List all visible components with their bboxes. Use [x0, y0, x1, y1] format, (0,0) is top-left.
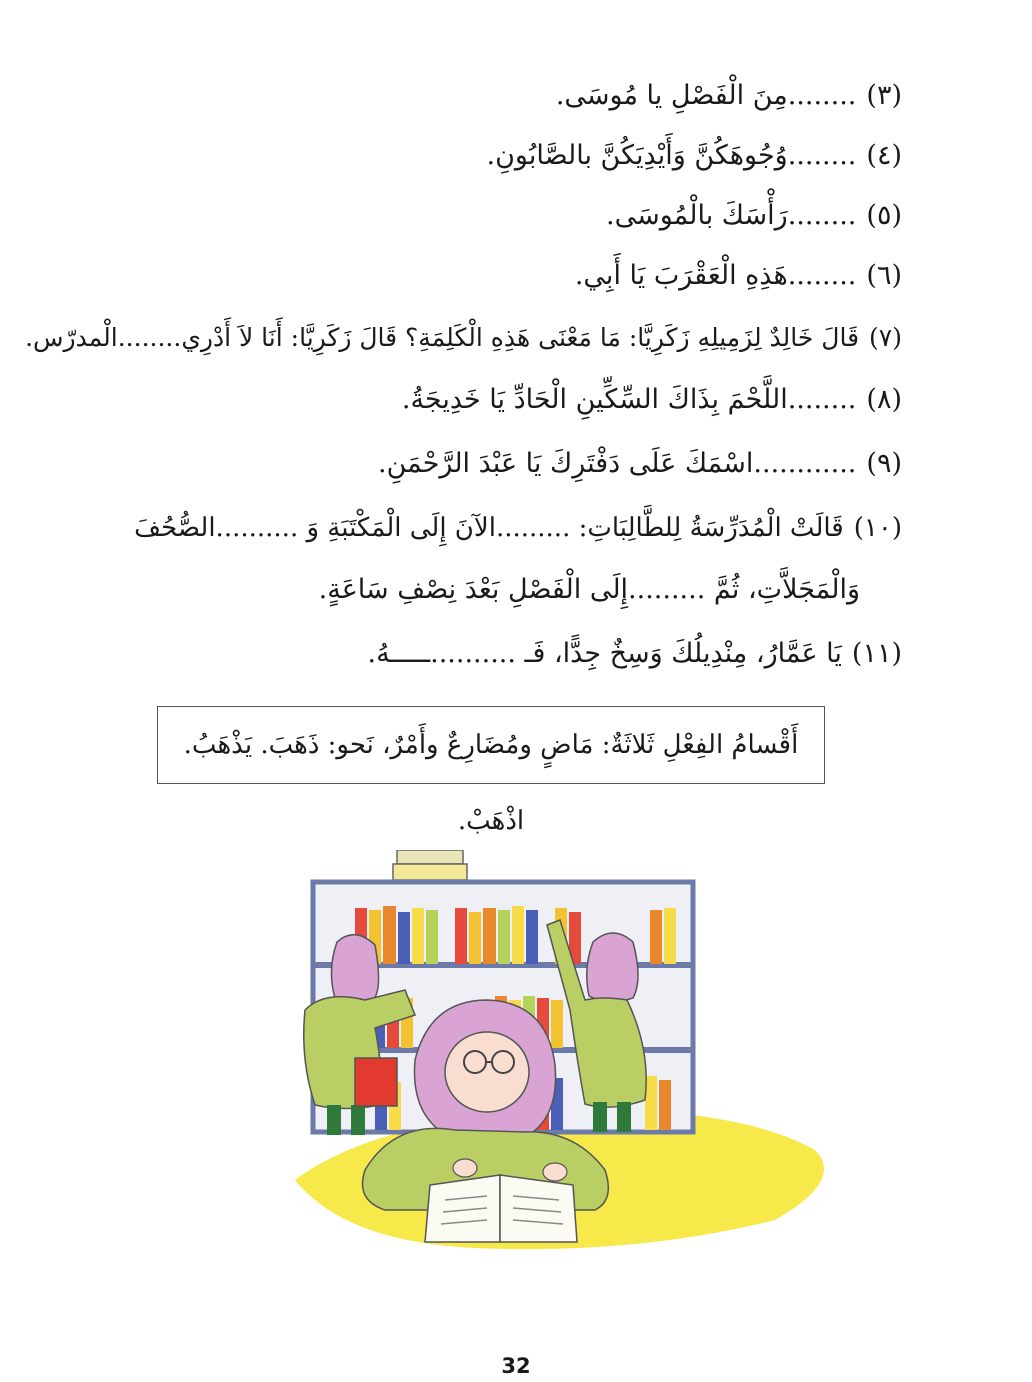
exercise-number: (٥)	[866, 200, 902, 231]
library-illustration	[255, 850, 855, 1250]
grammar-rule-text: أَقْسامُ الفِعْلِ ثَلاثَةٌ: مَاضٍ ومُضَارِعٌ وأَمْرٌ، نَحو: ذَهَبَ. يَذْهَبُ. اذْهَبْ.	[183, 730, 799, 836]
exercise-text: ............اسْمَكَ عَلَى دَفْتَرِكَ يَا عَبْدَ الرَّحْمَنِ.	[377, 448, 857, 479]
exercise-9	[378, 444, 902, 484]
exercise-text: ........اللَّحْمَ بِذَاكَ السِّكِّينِ الْحَادِّ يَا خَدِيجَةُ.	[401, 384, 857, 415]
exercise-6	[575, 256, 902, 296]
exercise-number: (٣)	[866, 80, 902, 111]
exercise-10	[134, 508, 902, 548]
exercise-7	[25, 318, 902, 358]
exercise-10-continued	[319, 570, 860, 610]
exercise-text: قَالَ خَالِدٌ لِزَمِيلِهِ زَكَرِيَّا: مَا مَعْنَى هَذِهِ الْكَلِمَةِ؟ قَالَ زَكَرِيَّا: أَنَا لاَ أَدْرِي........الْمدرّس.	[25, 323, 860, 352]
exercise-number: (٨)	[866, 384, 902, 415]
exercise-11	[368, 634, 902, 674]
exercise-text: قَالَتْ الْمُدَرِّسَةُ لِلطَّالِبَاتِ: .........الآنَ إِلَى الْمَكْتَبَةِ وَ ..........الصُّحُفَ	[134, 513, 844, 543]
open-book	[425, 1175, 577, 1242]
top-book	[397, 850, 463, 864]
exercise-number: (٩)	[866, 448, 902, 479]
exercise-text: ........مِنَ الْفَصْلِ يا مُوسَى.	[555, 80, 857, 111]
exercise-text: ........وُجُوهَكُنَّ وَأَيْدِيَكُنَّ بالصَّابُونِ.	[486, 140, 857, 171]
exercise-number: (١٠)	[853, 513, 902, 543]
red-chair	[355, 1058, 397, 1106]
exercise-5	[606, 196, 902, 236]
exercise-text: يَا عَمَّارُ، مِنْدِيلُكَ وَسِخٌ جِدًّا، فَـ ..........ـــــهُ.	[367, 638, 842, 669]
exercise-number: (٧)	[869, 323, 902, 352]
exercise-number: (١١)	[851, 638, 902, 669]
exercise-number: (٤)	[866, 140, 902, 171]
exercise-3	[556, 76, 902, 116]
top-book	[393, 864, 467, 880]
grammar-rule-box	[157, 706, 825, 836]
exercise-text: ........هَذِهِ الْعَقْرَبَ يَا أَبِي.	[574, 260, 857, 291]
page-number: 32	[501, 1354, 531, 1378]
exercise-4	[486, 136, 902, 176]
exercise-number: (٦)	[866, 260, 902, 291]
exercise-text: وَالْمَجَلاَّتِ، ثُمَّ .........إِلَى الْفَصْلِ بَعْدَ نِصْفِ سَاعَةٍ.	[318, 574, 860, 605]
exercise-8	[402, 380, 902, 420]
exercise-text: ........رَأْسَكَ بالْمُوسَى.	[605, 200, 857, 231]
